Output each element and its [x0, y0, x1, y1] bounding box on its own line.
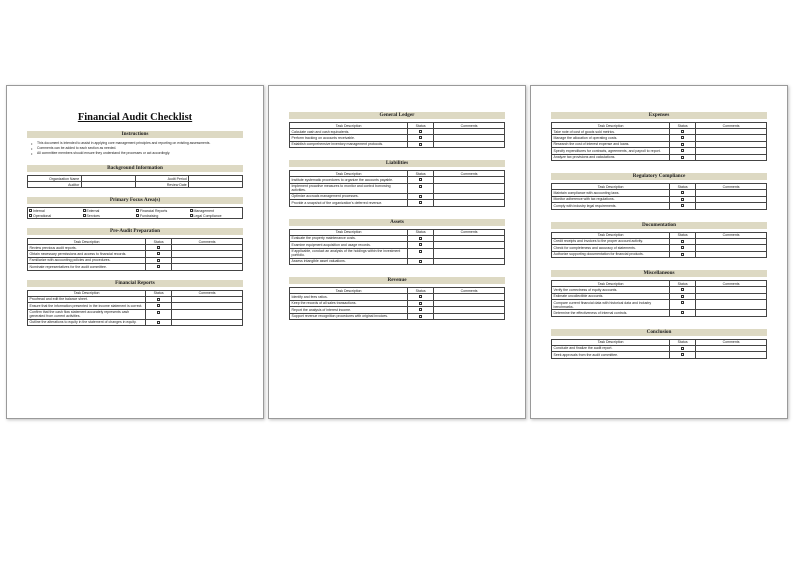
column-header: Status: [670, 232, 696, 238]
liabilities-heading: Liabilities: [289, 160, 505, 167]
checkbox-icon[interactable]: [681, 253, 684, 256]
checkbox-icon[interactable]: [681, 198, 684, 201]
column-header: Comments: [696, 339, 767, 345]
comments-field[interactable]: [696, 251, 767, 257]
task-description: Optimize accruals management processes.: [290, 193, 408, 199]
checkbox-icon[interactable]: [681, 130, 684, 133]
status-cell: [670, 154, 696, 160]
status-cell: [670, 300, 696, 310]
background-table: [27, 175, 243, 188]
column-header: Comments: [434, 171, 505, 177]
column-header: Comments: [696, 123, 767, 129]
column-header: Task Description: [290, 171, 408, 177]
instruction-item: • Comments can be added to each section as needed.: [31, 146, 243, 151]
conclusion-heading: Conclusion: [551, 329, 767, 336]
task-description: Monitor adherence with tax regulations.: [552, 196, 670, 202]
column-header: Task Description: [552, 123, 670, 129]
checkbox-icon[interactable]: [190, 214, 193, 217]
task-description: Research the cost of interest expense and loans.: [552, 141, 670, 147]
checkbox-icon[interactable]: [419, 260, 422, 263]
focus-option-label: Financial Reports: [140, 208, 168, 213]
comments-field[interactable]: [434, 200, 505, 206]
checkbox-icon[interactable]: [419, 195, 422, 198]
miscellaneous-table: [551, 280, 767, 316]
checkbox-icon[interactable]: [419, 295, 422, 298]
status-cell: [670, 251, 696, 257]
column-header: Comments: [696, 232, 767, 238]
column-header: Comments: [434, 229, 505, 235]
comments-field[interactable]: [696, 203, 767, 209]
task-description: Determine the effectiveness of internal controls.: [552, 310, 670, 316]
assets-heading: Assets: [289, 219, 505, 226]
auditor-field[interactable]: [81, 182, 135, 188]
assets-section: [289, 219, 505, 265]
checkbox-icon[interactable]: [419, 237, 422, 240]
column-header: Status: [670, 339, 696, 345]
task-description: Evaluate the property maintenance costs.: [290, 235, 408, 241]
checkbox-icon[interactable]: [681, 149, 684, 152]
checkbox-icon[interactable]: [136, 209, 139, 212]
conclusion-section: [551, 329, 767, 359]
checkbox-icon[interactable]: [681, 347, 684, 350]
checkbox-icon[interactable]: [681, 240, 684, 243]
checkbox-icon[interactable]: [29, 214, 32, 217]
column-header: Comments: [696, 184, 767, 190]
focus-section: [27, 197, 243, 219]
table-row: [290, 313, 505, 319]
comments-field[interactable]: [172, 309, 243, 319]
checkbox-icon[interactable]: [157, 298, 160, 301]
task-description: Institute systematic procedures to organize the accounts payable.: [290, 177, 408, 183]
comments-field[interactable]: [434, 183, 505, 193]
status-cell: [408, 258, 434, 264]
checkbox-icon[interactable]: [419, 136, 422, 139]
instructions-list: [27, 141, 243, 156]
checkbox-icon[interactable]: [681, 136, 684, 139]
checkbox-icon[interactable]: [419, 315, 422, 318]
general-ledger-table: [289, 122, 505, 148]
status-cell: [408, 141, 434, 147]
column-header: Status: [408, 171, 434, 177]
instruction-item: • This document is intended to assist in applying core management principles and reporting on existing assessments.: [31, 141, 243, 146]
task-description: Obtain necessary permissions and access to financial records.: [28, 251, 146, 257]
column-header: Task Description: [290, 229, 408, 235]
audit-period-label: Audit Period: [135, 176, 189, 182]
liabilities-table: [289, 170, 505, 206]
checkbox-icon[interactable]: [157, 304, 160, 307]
task-description: Analyze tax provisions and calculations.: [552, 154, 670, 160]
column-header: Status: [670, 281, 696, 287]
table-row: [552, 154, 767, 160]
checkbox-icon[interactable]: [419, 243, 422, 246]
focus-option[interactable]: [135, 213, 189, 218]
task-description: Assess intangible asset valuations.: [290, 258, 408, 264]
focus-option-label: Operational: [33, 213, 52, 218]
task-description: Conclude and finalize the audit report.: [552, 345, 670, 351]
focus-option[interactable]: [189, 213, 243, 218]
revenue-table: [289, 287, 505, 320]
checkbox-icon[interactable]: [419, 250, 422, 253]
table-row: [290, 183, 505, 193]
documentation-table: [551, 232, 767, 258]
miscellaneous-heading: Miscellaneous: [551, 270, 767, 277]
task-description: Verify the correctness of equity accounts.: [552, 287, 670, 293]
task-description: Support revenue recognition procedures with original invoices.: [290, 313, 408, 319]
checkbox-icon[interactable]: [157, 265, 160, 268]
checkbox-icon[interactable]: [83, 209, 86, 212]
table-row: [28, 309, 243, 319]
task-description: Comply with industry legal requirements.: [552, 203, 670, 209]
task-description: Perform tracking on accounts receivable.: [290, 135, 408, 141]
comments-field[interactable]: [696, 154, 767, 160]
table-row: [552, 300, 767, 310]
status-cell: [670, 203, 696, 209]
task-description: Authorize supporting documentation for financial products.: [552, 251, 670, 257]
comments-field[interactable]: [434, 258, 505, 264]
assets-table: [289, 229, 505, 265]
miscellaneous-section: [551, 270, 767, 316]
pre-audit-section: [27, 228, 243, 271]
pre-audit-table: [27, 238, 243, 271]
task-description: Implement proactive measures to monitor and control borrowing activities.: [290, 183, 408, 193]
comments-field[interactable]: [696, 300, 767, 310]
status-cell: [408, 313, 434, 319]
checkbox-icon[interactable]: [157, 252, 160, 255]
task-description: Proofread and edit the balance sheet.: [28, 296, 146, 302]
status-cell: [670, 310, 696, 316]
table-row: [290, 258, 505, 264]
task-description: Keep the records of all sales transactions.: [290, 300, 408, 306]
focus-options: [28, 208, 242, 218]
task-description: Review previous audit reports.: [28, 245, 146, 251]
regulatory-heading: Regulatory Compliance: [551, 173, 767, 180]
checkbox-icon[interactable]: [681, 295, 684, 298]
column-header: Status: [408, 288, 434, 294]
task-description: Seek approvals from the audit committee.: [552, 352, 670, 358]
expenses-table: [551, 122, 767, 161]
financial-reports-table: [27, 290, 243, 326]
document-title: Financial Audit Checklist: [77, 112, 193, 123]
column-header: Task Description: [290, 123, 408, 129]
task-description: Maintain compliance with accounting laws.: [552, 190, 670, 196]
status-cell: [146, 264, 172, 270]
instructions-heading: Instructions: [27, 131, 243, 138]
checkbox-icon[interactable]: [419, 143, 422, 146]
checkbox-icon[interactable]: [681, 191, 684, 194]
checklist-page-2: [268, 85, 526, 419]
focus-option-label: Internal: [33, 208, 45, 213]
table-row: [290, 248, 505, 258]
table-row: [552, 310, 767, 316]
checkbox-icon[interactable]: [681, 311, 684, 314]
liabilities-section: [289, 160, 505, 206]
checkbox-icon[interactable]: [681, 156, 684, 159]
table-row: [28, 264, 243, 270]
column-header: Status: [670, 184, 696, 190]
task-description: Compare current financial data with historical data and industry benchmarks.: [552, 300, 670, 310]
revenue-section: [289, 277, 505, 320]
focus-option[interactable]: [82, 213, 136, 218]
focus-option-label: Fundraising: [140, 213, 159, 218]
task-description: Report the analysis of interest income.: [290, 307, 408, 313]
column-header: Status: [670, 123, 696, 129]
column-header: Comments: [172, 239, 243, 245]
org-name-label: Organization Name: [28, 176, 82, 182]
checkbox-icon[interactable]: [157, 259, 160, 262]
task-description: If applicable, conduct an analysis of the holdings within the investment portfolio.: [290, 248, 408, 258]
checkbox-icon[interactable]: [157, 311, 160, 314]
column-header: Status: [146, 290, 172, 296]
task-description: Ensure that the information presented in the income statement is correct.: [28, 303, 146, 309]
comments-field[interactable]: [434, 141, 505, 147]
background-section: [27, 165, 243, 188]
expenses-section: [551, 112, 767, 161]
table-row: [290, 200, 505, 206]
table-row: [552, 203, 767, 209]
financial-reports-section: [27, 280, 243, 326]
expenses-heading: Expenses: [551, 112, 767, 119]
task-description: Identify and fees ratios.: [290, 294, 408, 300]
checkbox-icon[interactable]: [681, 301, 684, 304]
checkbox-icon[interactable]: [419, 185, 422, 188]
column-header: Task Description: [28, 239, 146, 245]
status-cell: [146, 309, 172, 319]
comments-field[interactable]: [696, 310, 767, 316]
checklist-page-3: [530, 85, 788, 419]
column-header: Comments: [172, 290, 243, 296]
checkbox-icon[interactable]: [419, 308, 422, 311]
focus-heading: Primary Focus Area(s): [27, 197, 243, 204]
task-description: Provide a snapshot of the organization's deferred revenue.: [290, 200, 408, 206]
task-description: Take note of cost of goods sold metrics.: [552, 129, 670, 135]
column-header: Status: [146, 239, 172, 245]
focus-option-label: External: [86, 208, 100, 213]
instructions-section: [27, 131, 243, 156]
checkbox-icon[interactable]: [83, 214, 86, 217]
checkbox-icon[interactable]: [681, 246, 684, 249]
status-cell: [146, 319, 172, 325]
checkbox-icon[interactable]: [419, 130, 422, 133]
task-description: Check for completeness and accuracy of statements.: [552, 245, 670, 251]
comments-field[interactable]: [434, 248, 505, 258]
checkbox-icon[interactable]: [419, 302, 422, 305]
pre-audit-heading: Pre-Audit Preparation: [27, 228, 243, 235]
financial-reports-heading: Financial Reports: [27, 280, 243, 287]
task-description: Calculate cash and cash equivalents.: [290, 129, 408, 135]
column-header: Task Description: [290, 288, 408, 294]
checkbox-icon[interactable]: [681, 204, 684, 207]
column-header: Task Description: [552, 281, 670, 287]
focus-option-label: Services: [86, 213, 100, 218]
task-description: Confirm that the cash flow statement accurately represents cash generated from current activities.: [28, 309, 146, 319]
general-ledger-heading: General Ledger: [289, 112, 505, 119]
checkbox-icon[interactable]: [29, 209, 32, 212]
checkbox-icon[interactable]: [157, 321, 160, 324]
checkbox-icon[interactable]: [419, 178, 422, 181]
checkbox-icon[interactable]: [419, 201, 422, 204]
revenue-heading: Revenue: [289, 277, 505, 284]
table-row: [28, 319, 243, 325]
task-description: Examine equipment acquisition and usage records.: [290, 242, 408, 248]
task-description: Nominate representatives for the audit committee.: [28, 264, 146, 270]
focus-option-label: Legal Compliance: [193, 213, 222, 218]
status-cell: [408, 248, 434, 258]
background-heading: Background Information: [27, 165, 243, 172]
comments-field[interactable]: [434, 313, 505, 319]
task-description: Specify expenditures for contracts, agreements, and payroll to report.: [552, 148, 670, 154]
auditor-label: Auditor: [28, 182, 82, 188]
regulatory-table: [551, 183, 767, 209]
checkbox-icon[interactable]: [136, 214, 139, 217]
task-description: Credit receipts and invoices to the proper account activity.: [552, 238, 670, 244]
checkbox-icon[interactable]: [681, 353, 684, 356]
checkbox-icon[interactable]: [157, 246, 160, 249]
column-header: Status: [408, 123, 434, 129]
task-description: Estimate uncollectible accounts.: [552, 293, 670, 299]
review-date-field[interactable]: [189, 182, 243, 188]
checkbox-icon[interactable]: [681, 143, 684, 146]
column-header: Task Description: [552, 339, 670, 345]
column-header: Comments: [696, 281, 767, 287]
instruction-item: • All committee members should ensure they understand the processes or act accordingly.: [31, 151, 243, 156]
column-header: Comments: [434, 123, 505, 129]
checklist-page-1: [6, 85, 264, 419]
column-header: Comments: [434, 288, 505, 294]
task-description: Familiarize with accounting policies and procedures.: [28, 257, 146, 263]
column-header: Task Description: [28, 290, 146, 296]
general-ledger-section: [289, 112, 505, 148]
table-row: [552, 251, 767, 257]
table-row: [290, 141, 505, 147]
conclusion-table: [551, 339, 767, 359]
status-cell: [670, 352, 696, 358]
status-cell: [408, 200, 434, 206]
documentation-section: [551, 222, 767, 258]
task-description: Manage the allocation of operating costs.: [552, 135, 670, 141]
review-date-label: Review Date: [135, 182, 189, 188]
focus-option[interactable]: [28, 213, 82, 218]
status-cell: [408, 183, 434, 193]
task-description: Establish comprehensive inventory management protocols.: [290, 141, 408, 147]
comments-field[interactable]: [172, 264, 243, 270]
comments-field[interactable]: [172, 319, 243, 325]
table-row: [552, 352, 767, 358]
column-header: Status: [408, 229, 434, 235]
column-header: Task Description: [552, 232, 670, 238]
focus-option-label: Management: [193, 208, 214, 213]
documentation-heading: Documentation: [551, 222, 767, 229]
comments-field[interactable]: [696, 352, 767, 358]
checkbox-icon[interactable]: [190, 209, 193, 212]
task-description: Outline the alterations to equity in the statement of changes in equity.: [28, 319, 146, 325]
regulatory-section: [551, 173, 767, 209]
column-header: Task Description: [552, 184, 670, 190]
checkbox-icon[interactable]: [681, 288, 684, 291]
